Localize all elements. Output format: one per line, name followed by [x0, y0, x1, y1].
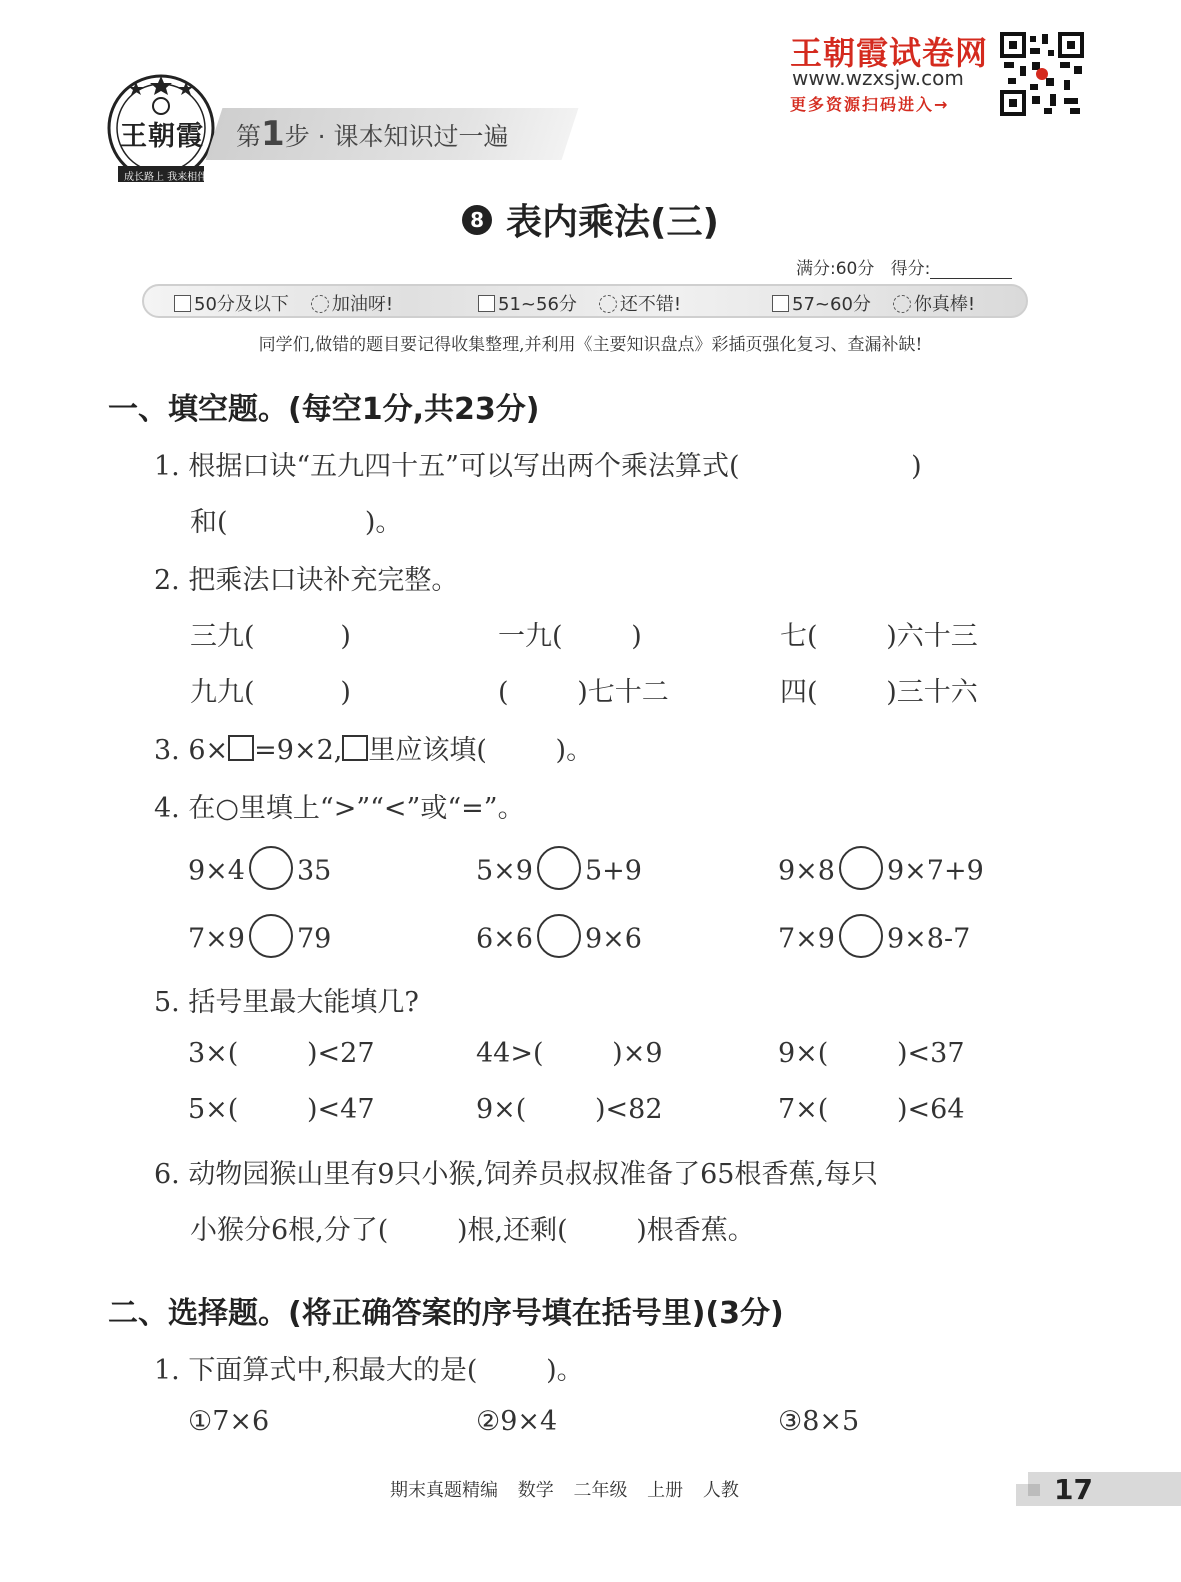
choice-option-3[interactable]: ③8×5: [778, 1406, 860, 1437]
full-score: 满分:60分: [796, 259, 875, 279]
smiley-icon: [599, 295, 617, 313]
compare-circle[interactable]: [537, 846, 581, 890]
page-number: 17: [1054, 1473, 1093, 1506]
compare-circle[interactable]: [537, 914, 581, 958]
footer-bar: [1016, 1472, 1181, 1506]
footer-decoration: [1016, 1472, 1028, 1484]
q5-item: 7×( )<64: [778, 1094, 965, 1125]
question-5: 5. 括号里最大能填几?: [154, 987, 419, 1018]
smiley-icon: [311, 295, 329, 313]
question-1-line-1: 1. 根据口诀“五九四十五”可以写出两个乘法算式( ): [154, 451, 922, 482]
compare-circle[interactable]: [839, 914, 883, 958]
question-6-line-1: 6. 动物园猴山里有9只小猴,饲养员叔叔准备了65根香蕉,每只: [154, 1159, 879, 1190]
q4-compare: 9×4 35: [188, 850, 331, 894]
section-heading-choice: 二、选择题。(将正确答案的序号填在括号里)(3分): [108, 1296, 784, 1331]
logo-motto: 成长路上 我来相伴: [124, 172, 208, 183]
q5-item: 9×( )<37: [778, 1038, 965, 1069]
q2-item: 一九( ): [498, 621, 642, 652]
score-label: 得分:: [890, 259, 931, 279]
q4-compare: 7×9 79: [188, 918, 331, 962]
compare-circle[interactable]: [839, 846, 883, 890]
q2-item: 三九( ): [190, 621, 351, 652]
checkbox-icon[interactable]: [478, 295, 495, 312]
footer-book-info: 期末真题精编 数学 二年级 上册 人教: [390, 1480, 739, 1501]
eval-item-1: 50分及以下 加油呀!: [174, 290, 393, 316]
question-3: 3. 6× =9×2, 里应该填( )。: [154, 735, 594, 766]
q2-item: 七( )六十三: [780, 621, 978, 652]
q4-compare: 6×6 9×6: [476, 918, 642, 962]
lesson-number-badge: 8: [462, 205, 492, 235]
q2-item: ( )七十二: [498, 677, 669, 708]
q4-compare: 7×9 9×8-7: [778, 918, 970, 962]
q5-item: 5×( )<47: [188, 1094, 375, 1125]
q5-item: 3×( )<27: [188, 1038, 375, 1069]
q5-item: 44>( )×9: [476, 1038, 663, 1069]
q4-compare: 9×8 9×7+9: [778, 850, 984, 894]
publisher-logo: [106, 70, 216, 188]
choice-option-2[interactable]: ②9×4: [476, 1406, 558, 1437]
study-tip: 同学们,做错的题目要记得收集整理,并利用《主要知识盘点》彩插页强化复习、查漏补缺!: [258, 335, 923, 355]
q5-item: 9×( )<82: [476, 1094, 663, 1125]
choice-option-1[interactable]: ①7×6: [188, 1406, 270, 1437]
question-6-line-2: 小猴分6根,分了( )根,还剩( )根香蕉。: [190, 1215, 755, 1246]
choice-question-1: 1. 下面算式中,积最大的是( )。: [154, 1355, 584, 1386]
step-label: 第1步 · 课本知识过一遍: [236, 114, 509, 154]
eval-item-3: 57~60分 你真棒!: [772, 290, 975, 316]
score-line: [796, 254, 1012, 279]
answer-box-icon: [342, 735, 368, 761]
score-blank[interactable]: [930, 262, 1012, 279]
checkbox-icon[interactable]: [174, 295, 191, 312]
smiley-icon: [893, 295, 911, 313]
question-1-line-2: 和( )。: [190, 507, 403, 538]
answer-box-icon[interactable]: [228, 735, 254, 761]
footer-decoration: [1028, 1484, 1040, 1496]
question-2: 2. 把乘法口诀补充完整。: [154, 565, 459, 596]
qr-code-icon[interactable]: [1000, 32, 1084, 116]
compare-circle[interactable]: [249, 846, 293, 890]
compare-circle[interactable]: [249, 914, 293, 958]
checkbox-icon[interactable]: [772, 295, 789, 312]
eval-item-2: 51~56分 还不错!: [478, 290, 681, 316]
brand-url: www.wzxsjw.com: [792, 66, 964, 90]
section-heading-fill-in: 一、填空题。(每空1分,共23分): [108, 392, 540, 427]
q2-item: 四( )三十六: [780, 677, 978, 708]
page-title: 8 表内乘法(三): [0, 194, 1181, 245]
q4-compare: 5×9 5+9: [476, 850, 642, 894]
question-4: 4. 在○里填上“>”“<”或“=”。: [154, 793, 525, 824]
q2-item: 九九( ): [190, 677, 351, 708]
brand-tagline: 更多资源扫码进入→: [790, 95, 950, 114]
brand-name: 王朝霞试卷网: [790, 34, 989, 72]
logo-text: 王朝霞: [120, 121, 204, 152]
